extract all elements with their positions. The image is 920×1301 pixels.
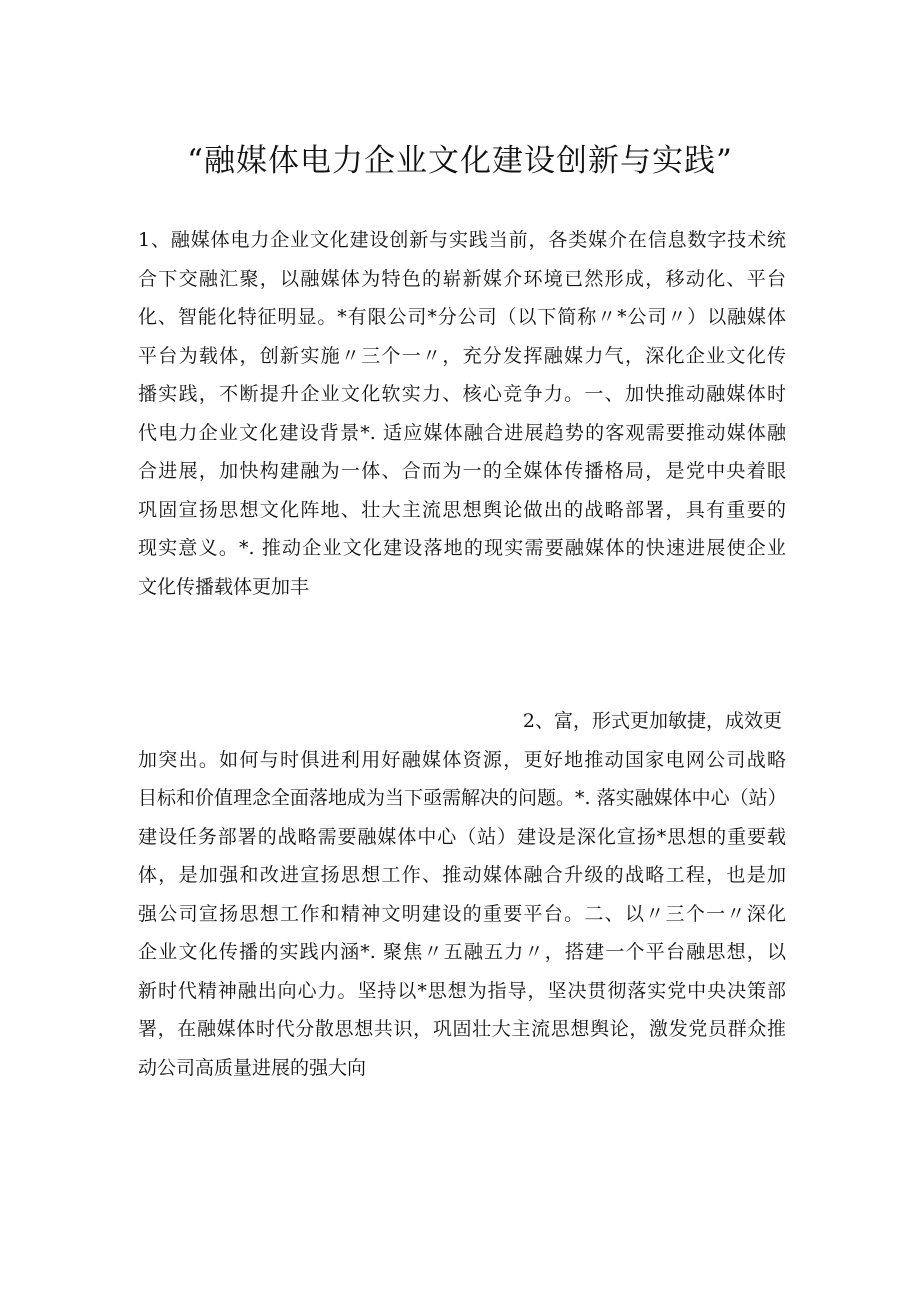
text-line: 化、智能化特征明显。*有限公司*分公司（以下简称〃*公司〃）以融媒体 xyxy=(138,306,786,328)
text-line: 1、融媒体电力企业文化建设创新与实践当前，各类媒介在信息数字技术统 xyxy=(138,229,786,251)
text-line: 强公司宣扬思想工作和精神文明建设的重要平台。二、以〃三个一〃深化 xyxy=(138,902,786,925)
text-line: 巩固宣扬思想文化阵地、壮大主流思想舆论做出的战略部署，具有重要的 xyxy=(138,498,786,521)
text-line: 合下交融汇聚，以融媒体为特色的崭新媒介环境已然形成，移动化、平台 xyxy=(138,267,786,290)
text-line: 建设任务部署的战略需要融媒体中心（站）建设是深化宣扬*思想的重要载 xyxy=(138,825,786,848)
text-line: 合进展，加快构建融为一体、合而为一的全媒体传播格局，是党中央着眼 xyxy=(138,460,786,482)
text-line: 代电力企业文化建设背景*. 适应媒体融合进展趋势的客观需要推动媒体融 xyxy=(138,421,786,444)
document-title: “融媒体电力企业文化建设创新与实践” xyxy=(187,143,733,179)
text-line: 现实意义。*. 推动企业文化建设落地的现实需要融媒体的快速进展使企业 xyxy=(138,537,786,559)
paragraph-2 xyxy=(138,702,786,1087)
text-line: 体，是加强和改进宣扬思想工作、推动媒体融合升级的战略工程，也是加 xyxy=(138,864,786,886)
text-line: 署，在融媒体时代分散思想共识，巩固壮大主流思想舆论，激发党员群众推 xyxy=(138,1018,786,1040)
text-line: 新时代精神融出向心力。坚持以*思想为指导，坚决贯彻落实党中央决策部 xyxy=(138,979,786,1002)
text-line: 目标和价值理念全面落地成为当下亟需解决的问题。*. 落实融媒体中心（站） xyxy=(138,787,787,809)
text-line: 2、富，形式更加敏捷，成效更 xyxy=(522,710,782,732)
paragraph-1 xyxy=(138,221,786,606)
text-line: 加突出。如何与时俱进利用好融媒体资源，更好地推动国家电网公司战略 xyxy=(138,748,786,771)
text-line: 动公司高质量进展的强大向 xyxy=(138,1056,367,1079)
text-line: 平台为载体，创新实施〃三个一〃，充分发挥融媒力气，深化企业文化传 xyxy=(138,344,786,367)
text-line: 文化传播载体更加丰 xyxy=(138,575,310,598)
text-line: 企业文化传播的实践内涵*. 聚焦〃五融五力〃，搭建一个平台融思想，以 xyxy=(138,941,786,963)
text-line: 播实践，不断提升企业文化软实力、核心竞争力。一、加快推动融媒体时 xyxy=(138,383,786,405)
